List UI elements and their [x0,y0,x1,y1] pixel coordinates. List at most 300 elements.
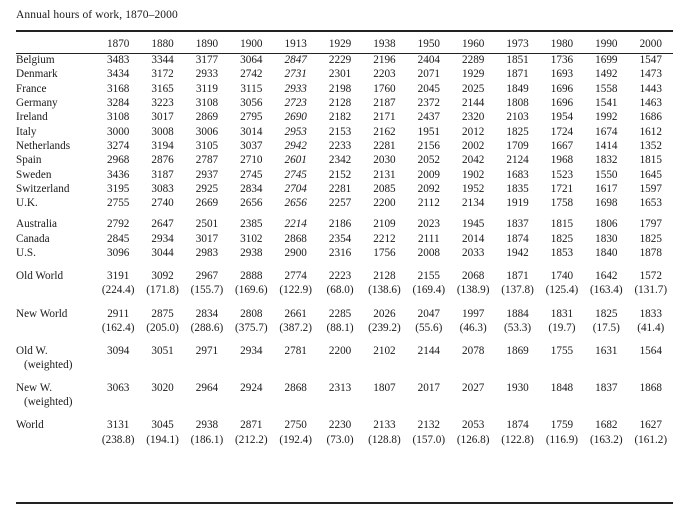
value-cell: 1902 [462,168,485,181]
value-cell: 2601 [284,154,307,167]
value-cell: 2354 [328,232,352,245]
value-cell: 2112 [417,197,440,210]
value-cell: 1945 [462,218,485,231]
value-cell: 2052 [417,154,440,167]
aggregate-label: World [16,419,44,432]
value-cell: 1815 [639,154,662,167]
year-header: 1929 [328,37,352,50]
value-cell: 1929 [462,68,485,81]
value-cell: 2731 [284,68,307,81]
table-row [16,167,673,181]
value-cell: 2933 [195,68,219,81]
value-cell: 2795 [240,111,263,124]
std-dev-cell: (169.6) [235,284,268,297]
value-cell: 1612 [639,125,662,138]
value-cell: 2661 [284,307,307,320]
value-cell: 1954 [550,111,574,124]
value-cell: 1997 [462,307,485,320]
std-dev-cell: (212.2) [235,433,268,446]
value-cell: 1653 [639,197,662,210]
value-cell: 2938 [195,419,219,432]
value-cell: 1806 [595,218,618,231]
value-cell: 1642 [595,270,618,283]
year-header: 1890 [195,37,219,50]
value-cell: 1550 [595,168,618,181]
aggregate-label: New World [16,307,68,320]
value-cell: 2301 [328,68,352,81]
year-header: 1950 [417,37,440,50]
std-dev-cell: (138.9) [456,284,490,297]
table-row [16,153,673,167]
table-row [16,217,673,231]
value-cell: 1797 [639,218,662,231]
value-cell: 2009 [417,168,440,181]
value-cell: 3284 [107,97,130,110]
value-cell: 2647 [151,218,174,231]
value-cell: 2942 [284,139,307,152]
value-cell: 2787 [195,154,219,167]
value-cell: 2133 [373,419,396,432]
value-cell: 2223 [328,270,352,283]
value-cell: 2320 [462,111,485,124]
std-dev-cell: (375.7) [235,321,268,334]
value-cell: 2196 [373,54,396,67]
value-cell: 1825 [506,125,529,138]
value-cell: 2186 [328,218,352,231]
value-cell: 2937 [195,168,219,181]
value-cell: 1919 [506,197,529,210]
std-dev-cell: (137.8) [501,284,534,297]
value-cell: 2656 [240,197,263,210]
year-header: 1913 [284,37,307,50]
value-cell: 1541 [595,97,618,110]
value-cell: 1740 [550,270,574,283]
value-cell: 2027 [462,382,485,395]
value-cell: 2012 [462,125,485,138]
table-row [16,67,673,81]
table-row [16,182,673,196]
value-cell: 2924 [240,382,263,395]
value-cell: 1696 [550,82,574,95]
value-cell: 2792 [107,218,130,231]
value-cell: 2078 [462,344,485,357]
std-dev-cell: (122.8) [501,433,534,446]
value-cell: 3165 [151,82,174,95]
value-cell: 2285 [328,307,352,320]
value-cell: 1674 [595,125,618,138]
value-cell: 3014 [240,125,263,138]
value-cell: 1686 [639,111,662,124]
value-cell: 2938 [240,247,263,259]
value-cell: 3177 [195,54,219,67]
value-cell: 2025 [462,82,485,95]
std-dev-cell: (138.6) [368,284,401,297]
value-cell: 2953 [284,125,307,138]
value-cell: 1942 [506,247,529,259]
value-cell: 1463 [639,97,662,110]
value-cell: 2187 [373,97,396,110]
value-cell: 1951 [417,125,440,138]
std-dev-cell: (131.7) [634,284,668,297]
value-cell: 2092 [417,182,440,195]
value-cell: 3172 [151,68,174,81]
value-cell: 1617 [595,182,618,195]
std-dev-cell: (41.4) [637,321,665,334]
value-cell: 2656 [284,197,307,210]
value-cell: 2182 [328,111,352,124]
value-cell: 2134 [462,197,485,210]
value-cell: 2014 [462,232,485,245]
value-cell: 3096 [107,247,130,259]
aggregate-label: Old World [16,270,64,283]
value-cell: 3119 [195,82,218,95]
std-dev-cell: (387.2) [279,321,312,334]
value-cell: 3194 [151,139,174,152]
value-cell: 1683 [506,168,529,181]
value-cell: 1874 [506,419,529,432]
value-cell: 2750 [284,419,307,432]
value-cell: 2171 [373,111,396,124]
value-cell: 3017 [151,111,174,124]
value-cell: 1443 [639,82,662,95]
std-dev-cell: (68.0) [326,284,354,297]
std-dev-cell: (122.9) [279,284,312,297]
value-cell: 3105 [195,139,219,152]
value-cell: 2834 [195,307,219,320]
value-cell: 2230 [328,419,352,432]
std-dev-cell: (155.7) [190,284,224,297]
value-cell: 1952 [462,182,485,195]
value-cell: 2385 [240,218,263,231]
value-cell: 2124 [506,154,529,167]
value-cell: 1667 [550,139,574,152]
value-cell: 1698 [595,197,618,210]
value-cell: 1884 [506,307,529,320]
value-cell: 1709 [506,139,529,152]
value-cell: 3434 [107,68,130,81]
value-cell: 1825 [639,232,662,245]
table-row [16,96,673,110]
value-cell: 3131 [107,419,130,432]
value-cell: 1352 [639,139,662,152]
std-dev-row [16,321,673,335]
std-dev-cell: (163.4) [590,284,623,297]
value-cell: 2313 [328,382,352,395]
table-row [16,110,673,124]
value-cell: 2964 [195,382,219,395]
year-header: 1938 [373,37,396,50]
value-cell: 2869 [195,111,219,124]
row-label [16,321,96,335]
weighted-note-row [16,395,673,409]
value-cell: 3102 [240,232,263,245]
value-cell: 1878 [639,247,662,259]
value-cell: 2834 [240,182,263,195]
table-row [16,196,673,210]
row-label [16,283,96,297]
value-cell: 2002 [462,139,485,152]
value-cell: 2071 [417,68,440,81]
value-cell: 3108 [195,97,219,110]
value-cell: 3051 [151,344,174,357]
value-cell: 3044 [151,247,174,259]
value-cell: 3056 [240,97,263,110]
country-label: Germany [16,97,58,110]
value-cell: 2233 [328,139,352,152]
value-cell: 2967 [195,270,219,283]
std-dev-cell: (205.0) [146,321,179,334]
value-cell: 2723 [284,97,307,110]
value-cell: 2871 [240,419,263,432]
std-dev-cell: (128.8) [368,433,401,446]
table-row [16,232,673,246]
value-cell: 1871 [506,68,529,81]
value-cell: 3187 [151,168,174,181]
aggregate-row [16,381,673,395]
value-cell: 2128 [328,97,352,110]
value-cell: 1492 [595,68,618,81]
value-cell: 3483 [107,54,130,67]
value-cell: 2156 [417,139,440,152]
value-cell: 1853 [550,247,574,259]
country-label: Australia [16,218,58,231]
std-dev-cell: (238.8) [101,433,135,446]
value-cell: 2026 [373,307,396,320]
value-cell: 1627 [639,419,662,432]
value-cell: 2971 [195,344,219,357]
value-cell: 2103 [506,111,529,124]
value-cell: 3223 [151,97,174,110]
value-cell: 1758 [550,197,574,210]
value-cell: 2742 [240,68,263,81]
std-dev-cell: (161.2) [634,433,668,446]
country-label: Italy [16,125,37,138]
std-dev-cell: (53.3) [504,321,532,334]
value-cell: 3045 [151,419,174,432]
year-header: 1980 [550,37,574,50]
value-cell: 1696 [550,97,574,110]
country-label: France [16,82,47,95]
value-cell: 1473 [639,68,662,81]
value-cell: 2704 [284,182,307,195]
std-dev-cell: (162.4) [101,321,135,334]
value-cell: 2808 [240,307,263,320]
std-dev-cell: (288.6) [190,321,224,334]
value-cell: 3115 [240,82,263,95]
value-cell: 1851 [506,54,529,67]
value-cell: 2933 [284,82,307,95]
value-cell: 2257 [328,197,352,210]
value-cell: 2745 [240,168,263,181]
year-header: 2000 [639,37,662,50]
year-header: 1870 [107,37,130,50]
weighted-note: (weighted) [24,396,73,409]
value-cell: 1558 [595,82,618,95]
value-cell: 3191 [107,270,130,283]
value-cell: 1874 [506,232,529,245]
value-cell: 2111 [418,232,440,245]
value-cell: 3344 [151,54,174,67]
value-cell: 2162 [373,125,396,138]
value-cell: 2925 [195,182,219,195]
year-header: 1900 [240,37,263,50]
row-label [16,433,96,447]
header-row [16,34,673,53]
table-row [16,139,673,153]
year-header: 1880 [151,37,174,50]
value-cell: 2144 [462,97,485,110]
value-cell: 2008 [417,247,440,259]
value-cell: 1833 [639,307,662,320]
value-cell: 2033 [462,247,485,259]
country-label: U.K. [16,197,38,210]
value-cell: 1755 [550,344,574,357]
value-cell: 2047 [417,307,440,320]
country-label: Ireland [16,111,48,124]
table-title: Annual hours of work, 1870–2000 [16,9,178,21]
value-cell: 3195 [107,182,130,195]
value-cell: 1968 [550,154,574,167]
value-cell: 2911 [107,307,130,320]
value-cell: 2212 [373,232,396,245]
value-cell: 2030 [373,154,396,167]
year-header: 1990 [595,37,618,50]
value-cell: 2690 [284,111,307,124]
value-cell: 3037 [240,139,263,152]
country-label: Spain [16,154,42,167]
std-dev-cell: (194.1) [146,433,179,446]
value-cell: 2845 [107,232,130,245]
value-cell: 2968 [107,154,130,167]
std-dev-cell: (17.5) [592,321,620,334]
value-cell: 1682 [595,419,618,432]
value-cell: 1840 [595,247,618,259]
bottom-rule [16,502,673,504]
std-dev-cell: (19.7) [548,321,576,334]
value-cell: 1825 [550,232,574,245]
std-dev-cell: (116.9) [545,433,579,446]
value-cell: 1724 [550,125,574,138]
value-cell: 1868 [639,382,662,395]
std-dev-cell: (55.6) [415,321,443,334]
value-cell: 3064 [240,54,263,67]
std-dev-cell: (46.3) [459,321,487,334]
value-cell: 1837 [595,382,618,395]
value-cell: 2755 [107,197,130,210]
table-row [16,82,673,96]
value-cell: 2109 [373,218,396,231]
value-cell: 1564 [639,344,662,357]
country-label: Denmark [16,68,58,81]
value-cell: 2068 [462,270,485,283]
value-cell: 1835 [506,182,529,195]
country-label: Switzerland [16,182,70,195]
value-cell: 2437 [417,111,440,124]
value-cell: 2289 [462,54,485,67]
table-row [16,124,673,138]
std-dev-row [16,283,673,297]
value-cell: 2128 [373,270,396,283]
value-cell: 2085 [373,182,396,195]
value-cell: 2132 [417,419,440,432]
value-cell: 2875 [151,307,174,320]
std-dev-cell: (73.0) [326,433,354,446]
value-cell: 2281 [373,139,396,152]
value-cell: 1808 [506,97,529,110]
value-cell: 2740 [151,197,174,210]
value-cell: 2745 [284,168,307,181]
std-dev-cell: (186.1) [190,433,224,446]
value-cell: 2053 [462,419,485,432]
value-cell: 2023 [417,218,440,231]
value-cell: 2900 [284,247,307,259]
std-dev-cell: (157.0) [412,433,446,446]
value-cell: 1831 [550,307,574,320]
value-cell: 2983 [195,247,219,259]
value-cell: 2131 [373,168,396,181]
value-cell: 1759 [550,419,574,432]
value-cell: 1807 [373,382,396,395]
value-cell: 2229 [328,54,352,67]
value-cell: 1832 [595,154,618,167]
aggregate-row [16,269,673,283]
value-cell: 2281 [328,182,352,195]
value-cell: 1631 [595,344,618,357]
value-cell: 1414 [595,139,618,152]
table-row [16,53,673,67]
value-cell: 1736 [550,54,574,67]
value-cell: 2404 [417,54,440,67]
value-cell: 1721 [550,182,574,195]
value-cell: 2102 [373,344,396,357]
value-cell: 3008 [151,125,174,138]
country-label: Netherlands [16,139,71,152]
value-cell: 2501 [195,218,219,231]
value-cell: 2868 [284,382,307,395]
year-header: 1973 [506,37,529,50]
value-cell: 2200 [328,344,352,357]
weighted-note: (weighted) [24,359,73,372]
value-cell: 2203 [373,68,396,81]
value-cell: 1849 [506,82,529,95]
aggregate-label: New W. [16,382,53,395]
std-dev-cell: (169.4) [412,284,446,297]
hours-table [16,34,673,447]
value-cell: 2372 [417,97,440,110]
value-cell: 2934 [151,232,174,245]
value-cell: 2153 [328,125,352,138]
country-label: U.S. [16,247,36,259]
value-cell: 2045 [417,82,440,95]
value-cell: 1869 [506,344,529,357]
value-cell: 1760 [373,82,396,95]
std-dev-cell: (163.2) [590,433,623,446]
value-cell: 3020 [151,382,174,395]
country-label: Belgium [16,54,55,67]
value-cell: 2774 [284,270,307,283]
value-cell: 2017 [417,382,440,395]
value-cell: 1597 [639,182,662,195]
value-cell: 2316 [328,247,352,259]
value-cell: 2781 [284,344,307,357]
value-cell: 1645 [639,168,662,181]
value-cell: 1572 [639,270,662,283]
aggregate-row [16,344,673,358]
std-dev-cell: (126.8) [456,433,490,446]
value-cell: 2888 [240,270,263,283]
value-cell: 2042 [462,154,485,167]
value-cell: 2868 [284,232,307,245]
